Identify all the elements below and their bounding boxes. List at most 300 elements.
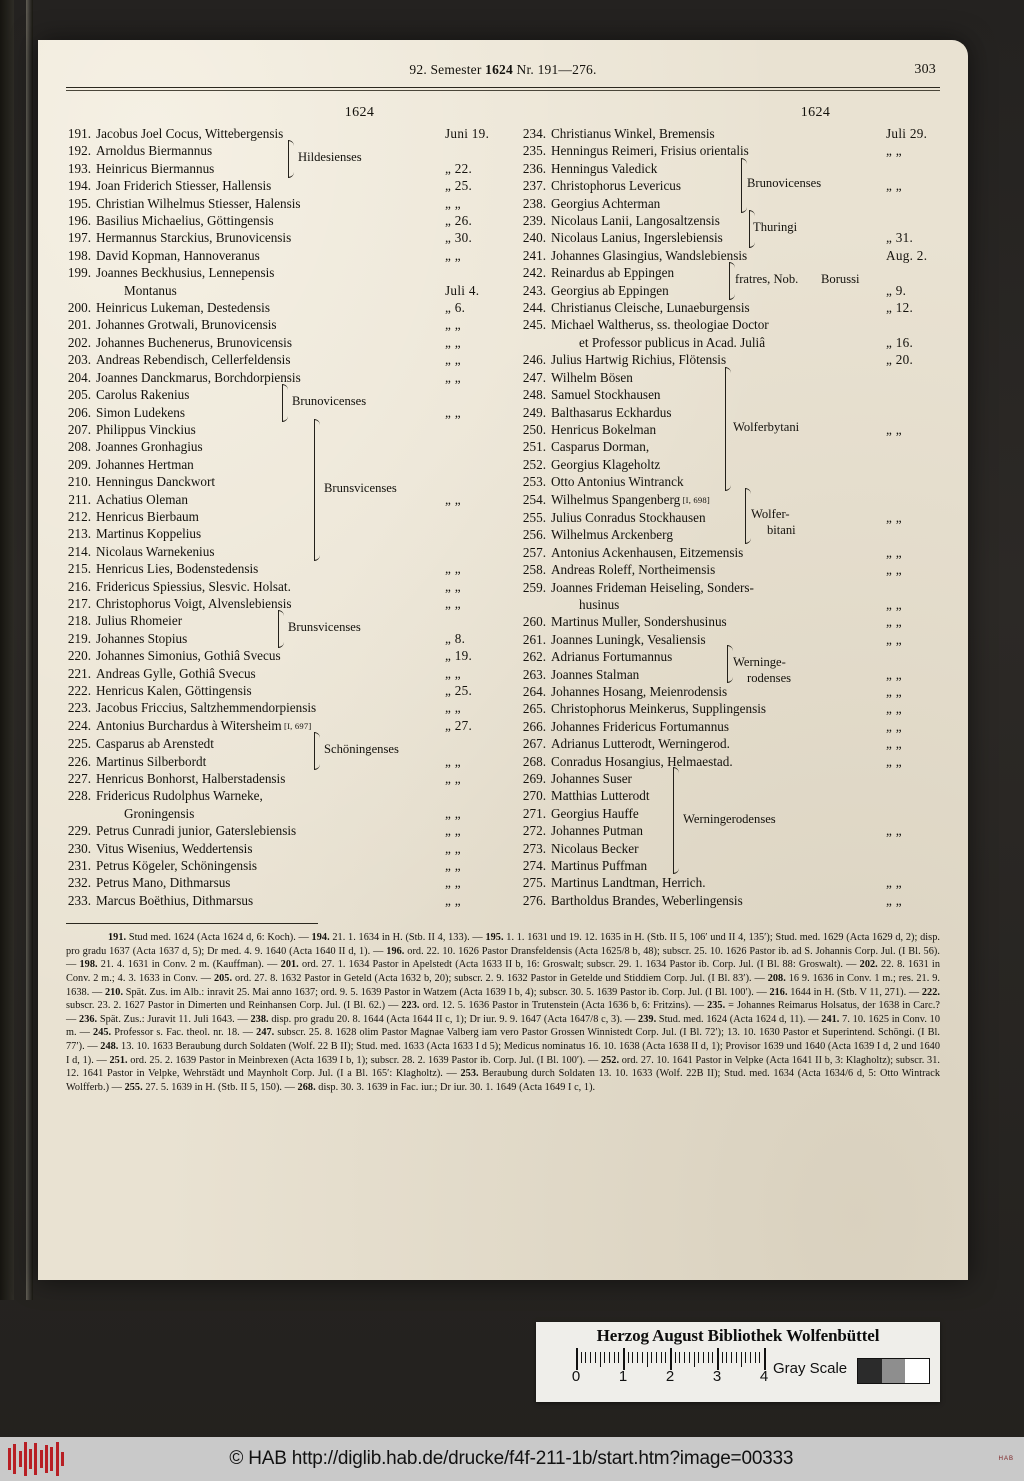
- entry-date: „ „: [445, 840, 461, 856]
- entry-row: [521, 892, 940, 909]
- entry-row: [66, 316, 503, 333]
- entry-name: Georgius Klageholtz: [551, 456, 661, 472]
- entry-name: Petrus Kögeler, Schöningensis: [96, 858, 257, 874]
- page-number: 303: [914, 62, 936, 77]
- entry-name: Casparus Dorman,: [551, 439, 650, 455]
- entry-row: [521, 473, 940, 490]
- entry-name: husinus: [579, 596, 620, 612]
- entry-number: 269.: [522, 771, 546, 787]
- entry-date: „ „: [445, 805, 461, 821]
- entry-row: [521, 613, 940, 630]
- entry-row: [66, 682, 503, 699]
- group-label: fratres, Nob.: [735, 272, 799, 287]
- entry-number: 254.: [522, 491, 546, 507]
- entry-number: 219.: [67, 630, 91, 646]
- entry-number: 247.: [522, 369, 546, 385]
- entry-name: Reinardus ab Eppingen: [551, 265, 675, 281]
- entry-number: 209.: [67, 456, 91, 472]
- entry-name: Simon Ludekens: [96, 404, 186, 420]
- entry-date: „ „: [886, 736, 902, 752]
- entry-row: [66, 456, 503, 473]
- entry-name: Georgius Hauffe: [551, 805, 639, 821]
- entry-name: Joan Friderich Stiesser, Hallensis: [96, 178, 272, 194]
- entry-row: [521, 212, 940, 229]
- entry-number: 202.: [67, 334, 91, 350]
- running-head-text: [409, 62, 596, 78]
- entry-name: Johannes Putman: [551, 823, 643, 839]
- entry-number: 268.: [522, 753, 546, 769]
- entry-number: 214.: [67, 543, 91, 559]
- entry-number: 197.: [67, 230, 91, 246]
- group-label: Wolfer-: [751, 507, 790, 521]
- entry-date: Juli 29.: [886, 126, 928, 141]
- entry-number: 239.: [522, 213, 546, 229]
- entry-name: Henningus Valedick: [551, 160, 658, 176]
- group-brace: [278, 614, 279, 644]
- left-year-heading: 1624: [344, 105, 375, 120]
- entry-date: „ „: [445, 595, 461, 611]
- scanned-page: [38, 40, 968, 1280]
- entry-row: [66, 770, 503, 787]
- entry-name: Joannes Luningk, Vesaliensis: [551, 631, 706, 647]
- entry-name: Martinus Silberbordt: [96, 753, 207, 769]
- entry-number: 230.: [67, 840, 91, 856]
- entry-date: „ 22.: [445, 160, 473, 176]
- entry-name: Fridericus Rudolphus Warneke,: [96, 788, 263, 804]
- entry-date: „ „: [445, 247, 461, 263]
- entry-number: 273.: [522, 840, 546, 856]
- entry-number: 210.: [67, 474, 91, 490]
- entry-date: „ „: [886, 421, 902, 437]
- entry-row: [66, 735, 503, 752]
- entry-name: Wilhelmus Spangenberg [I, 698]: [551, 491, 710, 507]
- entry-date: „ „: [886, 666, 902, 682]
- entry-name: Henricus Bonhorst, Halberstadensis: [96, 771, 286, 787]
- entry-number: 234.: [522, 126, 546, 141]
- entry-number: 264.: [522, 684, 546, 699]
- entry-name: Georgius ab Eppingen: [551, 282, 669, 298]
- entry-row: [66, 508, 503, 525]
- entry-date: „ „: [445, 561, 461, 577]
- group-label: Thuringi: [753, 219, 798, 234]
- entry-number: 229.: [67, 823, 91, 839]
- entry-row: [521, 735, 940, 752]
- copyright-footer: [0, 1437, 1024, 1481]
- entry-row: [521, 840, 940, 857]
- entry-date: „ „: [445, 369, 461, 385]
- group-label: Brunovicenses: [292, 393, 367, 408]
- entry-date: „ „: [445, 823, 461, 839]
- entry-date: „ „: [445, 700, 461, 716]
- entry-name: Johannes Suser: [551, 771, 632, 787]
- entry-number: 207.: [67, 421, 91, 437]
- entry-name: Johannes Hertman: [96, 456, 194, 472]
- entry-row: [521, 787, 940, 804]
- entry-date: „ „: [445, 665, 461, 681]
- entry-row: [66, 195, 503, 212]
- entry-name: Nicolaus Lanii, Langosaltzensis: [551, 213, 720, 229]
- entry-date: „ 6.: [445, 300, 466, 316]
- entry-name: Jacobus Friccius, Saltzhemmendorpiensis: [96, 700, 317, 716]
- entry-row: [521, 526, 940, 543]
- entry-number: 232.: [67, 875, 91, 891]
- entry-name: Johannes Glasingius, Wandslebiensis: [551, 247, 748, 263]
- entry-number: 246.: [522, 352, 546, 368]
- group-label: Werningerodenses: [683, 811, 776, 826]
- entry-number: 213.: [67, 526, 91, 542]
- entry-date: „ 12.: [886, 300, 914, 316]
- entry-name: Johannes Buchenerus, Brunovicensis: [96, 334, 292, 350]
- entry-number: 252.: [522, 456, 546, 472]
- entry-name: Henricus Bokelman: [551, 421, 657, 437]
- entry-number: 251.: [522, 439, 546, 455]
- entry-number: 204.: [67, 369, 91, 385]
- entry-number: 255.: [522, 509, 546, 525]
- entry-number: 244.: [522, 300, 546, 316]
- entry-name: Henricus Bierbaum: [96, 508, 199, 524]
- group-label: Brunovicenses: [747, 176, 822, 191]
- entry-date: „ 25.: [445, 178, 473, 194]
- entry-name: Jacobus Joel Cocus, Wittebergensis: [96, 126, 284, 141]
- entry-row: [66, 892, 503, 909]
- entry-row: [521, 160, 940, 177]
- entry-number: 225.: [67, 736, 91, 752]
- entry-row: [66, 665, 503, 682]
- entry-name: Heinricus Lukeman, Destedensis: [96, 300, 270, 316]
- entry-date: „ „: [445, 491, 461, 507]
- entry-number: 270.: [522, 788, 546, 804]
- entry-date: „ „: [445, 858, 461, 874]
- entry-row: [521, 177, 940, 194]
- group-label: Brunsvicenses: [324, 480, 397, 495]
- entry-number: 217.: [67, 595, 91, 611]
- entry-number: 258.: [522, 562, 546, 578]
- entry-row: [66, 787, 503, 804]
- entry-name: Hermannus Starckius, Brunovicensis: [96, 230, 292, 246]
- entry-row: [66, 840, 503, 857]
- entry-number: 243.: [522, 282, 546, 298]
- entry-name: Joannes Frideman Heiseling, Sonders-: [551, 579, 754, 595]
- entry-name: Julius Conradus Stockhausen: [551, 509, 706, 525]
- entry-columns: [66, 105, 940, 909]
- entry-row: [66, 805, 503, 822]
- entry-date: „ „: [886, 684, 902, 699]
- entry-row: [521, 561, 940, 578]
- entry-name: Johannes Stopius: [96, 630, 188, 646]
- entry-row: [66, 369, 503, 386]
- entry-reference-note: [I, 697]: [281, 720, 312, 731]
- entry-number: 262.: [522, 649, 546, 665]
- entry-name: Petrus Cunradi junior, Gaterslebiensis: [96, 823, 297, 839]
- entry-date: „ „: [886, 509, 902, 525]
- entry-number: 263.: [522, 666, 546, 682]
- gray-scale-patches: [857, 1358, 930, 1384]
- header-rule: [66, 87, 940, 91]
- entry-number: 224.: [67, 717, 91, 733]
- gray-patch-light: [905, 1359, 929, 1383]
- entry-name: David Kopman, Hannoveranus: [96, 247, 260, 263]
- entry-number: 208.: [67, 439, 91, 455]
- ruler-number: 0: [571, 1368, 581, 1385]
- entry-row: [66, 421, 503, 438]
- group-brace: [745, 492, 746, 539]
- ruler-number: 1: [618, 1368, 628, 1385]
- entry-number: 253.: [522, 474, 546, 490]
- entry-date: „ „: [886, 631, 902, 647]
- entry-number: 257.: [522, 544, 546, 560]
- entry-number: 215.: [67, 561, 91, 577]
- entry-row: [521, 700, 940, 717]
- entry-row: [521, 456, 940, 473]
- entry-row: [66, 299, 503, 316]
- entry-name: Nicolaus Lanius, Ingerslebiensis: [551, 230, 723, 246]
- entry-row: [66, 351, 503, 368]
- entry-row: [66, 142, 503, 159]
- entry-row: [521, 596, 940, 613]
- entry-name: Christian Wilhelmus Stiesser, Halensis: [96, 195, 301, 211]
- entry-row: [521, 718, 940, 735]
- library-name: Herzog August Bibliothek Wolfenbüttel: [596, 1326, 880, 1345]
- group-label: Borussi: [821, 272, 860, 287]
- entry-name: Julius Rhomeier: [96, 613, 183, 629]
- entry-name: Julius Hartwig Richius, Flötensis: [551, 352, 727, 368]
- group-brace: [749, 214, 750, 244]
- entry-row: [521, 195, 940, 212]
- group-label: Hildesienses: [298, 150, 362, 165]
- entry-name: Andreas Roleff, Northeimensis: [551, 562, 716, 578]
- entry-row: [66, 229, 503, 246]
- entry-row: [66, 560, 503, 577]
- right-entry-list: [521, 125, 940, 909]
- entry-row: [66, 525, 503, 542]
- entry-row: [521, 386, 940, 403]
- entry-number: 267.: [522, 736, 546, 752]
- entry-name: Adrianus Fortumannus: [551, 649, 673, 665]
- entry-number: 201.: [67, 317, 91, 333]
- entry-row: [66, 753, 503, 770]
- entry-number: 272.: [522, 823, 546, 839]
- entry-name: et Professor publicus in Acad. Juliâ: [579, 334, 766, 350]
- entry-name: Nicolaus Becker: [551, 840, 639, 856]
- entry-number: 203.: [67, 352, 91, 368]
- entry-number: 228.: [67, 788, 91, 804]
- entry-number: 241.: [522, 247, 546, 263]
- entry-name: Marcus Boëthius, Dithmarsus: [96, 892, 254, 908]
- entry-date: „ „: [886, 823, 902, 839]
- entry-date: „ „: [445, 753, 461, 769]
- entry-name: Joannes Stalman: [551, 666, 640, 682]
- entry-date: „ „: [886, 143, 902, 159]
- entry-date: „ „: [886, 875, 902, 891]
- ruler-number: 2: [665, 1368, 675, 1385]
- entry-row: [66, 160, 503, 177]
- entry-date: „ „: [445, 771, 461, 787]
- right-column: [503, 105, 940, 909]
- entry-name: Martinus Koppelius: [96, 526, 202, 542]
- entry-row: [521, 229, 940, 246]
- entry-name: Fridericus Spiessius, Slesvic. Holsat.: [96, 578, 291, 594]
- entry-date: „ 8.: [445, 630, 466, 646]
- entry-name: Adrianus Lutterodt, Werningerod.: [551, 736, 730, 752]
- entry-date: „ 16.: [886, 334, 914, 350]
- entry-name: Henricus Lies, Bodenstedensis: [96, 561, 259, 577]
- entry-date: „ 20.: [886, 352, 914, 368]
- entry-reference-note: [I, 698]: [680, 494, 710, 505]
- entry-number: 259.: [522, 579, 546, 595]
- running-head: [66, 62, 940, 82]
- entry-name: Wilhelm Bösen: [551, 369, 633, 385]
- group-brace: [673, 771, 674, 870]
- footnote-apparatus: 191. Stud med. 1624 (Acta 1624 d, 6: Koch). — 194. 21. 1. 1634 in H. (Stb. II 4, 133). — 195. 1. 1. 1631 und 19. 12. 1635 in H. (Stb. II 5, 106′ und II 4, 135′); Stud. med. 1629 (Acta 1629 d, 2); disp. pro gradu 1637 (Acta 1637 d, 5); Dr med. 4. 9. 1640 (Acta 1640 II d, 1). — 196. ord. 22. 10. 1626 Pastor Dransfeldensis (Acta 1625/8 b, 48); subscr. 25. 10. 1626 Pastor ib. ad S. Johannis Corp. Jul. (I Bl. 56). — 198. 21. 4. 1631 in Conv. 2 m. (Kauffman). — 201. ord. 27. 1. 1634 Pastor in Apelstedt (Acta 1633 II b, 16: Groswalt; subscr. 29. 1. 1634 Pastor ib. Corp. Jul. (I Bl. 88: Groswalt). — 202. 22. 8. 1631 in Conv. 2 m.; 4. 3. 1633 in Conv. — 205. ord. 27. 8. 1632 Pastor in Geteld (Acta 1632 b, 20); subscr. 2. 9. 1632 Pastor in Getelde und Stiddiem Corp. Jul. (I Bl. 83′). — 208. 16 9. 1636 in Conv. 1 m.; res. 21. 9. 1638. — 210. Spät. Zus. im Alb.: inravit 25. Mai anno 1637; ord. 9. 5. 1639 Pastor in Watzem (Acta 1639 I b, 4); subscr. 30. 5. 1639 Pastor ib. Corp. Jul. (I Bl. 100′). — 216. 1644 in H. (Stb. V 11, 271). — 222. subscr. 23. 2. 1627 Pastor in Dimerten und Reinhansen Corp. Jul. (I Bl. 62.) — 223. ord. 12. 5. 1636 Pastor in Trutenstein (Acta 1636 b, 6: Fritzins). — 235. = Johannes Reimarus Holsatus, der 1638 in Carc.? — 236. Spät. Zus.: Juravit 11. Juli 1643. — 238. disp. pro gradu 20. 8. 1644 (Acta 1644 II c, 1); Dr iur. 9. 9. 1647 (Acta 1647/8 c, 3). — 239. Stud. med. 1624 (Acta 1624 d, 11). — 241. 7. 10. 1625 in Conv. 10 m. — 245. Professor s. Fac. theol. nr. 18. — 247. subscr. 25. 8. 1628 olim Pastor Magnae Valberg iam vero Pastor Grossen Winnistedt Corp. Jul. (I Bl. 72′); 13. 10. 1630 Pastor et Superintend. Schöngi. (I Bl. 77′). — 248. 13. 10. 1633 Beraubung durch Soldaten (Wolf. 22 B II); Stud. med. 1633 (Acta 1633 I d 5); Medicus nominatus 16. 10. 1638 (Acta 1638 II d, 1); Provisor 1639 und 1640 (Acta 1639 I d, 2 und 1640 I d, 1). — 251. ord. 25. 2. 1639 Pastor in Meinbrexen (Acta 1639 I b, 1); subscr. 28. 2. 1639 Pastor ib. Corp. Jul. (I Bl. 100′). — 252. ord. 27. 10. 1641 Pastor in Velpke (Acta 1641 II b, 3: Klagholtz); subscr. 31. 12. 1641 Pastor in Velpke, Wehrstädt und Maynholt Corp. Jul. (I a Bl. 165′: Klagholtz). — 253. Beraubung durch Soldaten 13. 10. 1633 (Wolf. 22B II); Stud. med. 1634 (Acta 1634/6 d, 5: Otto Wintrack Wolfferb.) — 255. 27. 5. 1639 in H. (Stb. II 5, 150). — 268. disp. 30. 3. 1639 in Fac. iur.; Dr iur. 30. 1. 1649 (Acta 1649 I c, 1).: [66, 932, 941, 1093]
- entry-name: Antonius Ackenhausen, Eitzemensis: [551, 544, 744, 560]
- copyright-url: © HAB http://diglib.hab.de/drucke/f4f-211-1b/start.htm?image=00333: [229, 1448, 794, 1469]
- entry-name: Martinus Puffman: [551, 858, 648, 874]
- entry-name: Antonius Burchardus à Witersheim [I, 697]: [96, 717, 312, 733]
- entry-row: [521, 404, 940, 421]
- entry-date: „ „: [445, 317, 461, 333]
- entry-number: 250.: [522, 421, 546, 437]
- running-head-year: 1624: [485, 62, 513, 77]
- group-brace: [725, 371, 726, 488]
- entry-row: [66, 612, 503, 629]
- entry-name: Arnoldus Biermannus: [96, 143, 213, 159]
- entry-name: Nicolaus Warnekenius: [96, 543, 215, 559]
- entry-date: Aug. 2.: [886, 247, 928, 263]
- entry-row: [66, 177, 503, 194]
- entry-name: Henricus Kalen, Göttingensis: [96, 683, 252, 698]
- entry-row: [66, 647, 503, 664]
- entry-name: Christianus Cleische, Lunaeburgensis: [551, 300, 750, 316]
- entry-number: 200.: [67, 300, 91, 316]
- left-entry-list: [66, 125, 503, 909]
- entry-date: „ 30.: [445, 230, 473, 246]
- entry-number: 223.: [67, 700, 91, 716]
- entry-row: [66, 247, 503, 264]
- entry-row: [66, 282, 503, 299]
- entry-name: Johannes Fridericus Fortumannus: [551, 718, 730, 734]
- entry-date: „ „: [445, 892, 461, 908]
- running-head-suffix: Nr. 191—276.: [512, 62, 597, 77]
- group-brace: [314, 423, 315, 557]
- entry-row: [521, 316, 940, 333]
- entry-row: [521, 874, 940, 891]
- ruler-number: 3: [712, 1368, 722, 1385]
- entry-name: Matthias Lutterodt: [551, 788, 650, 804]
- entry-row: [521, 509, 940, 526]
- entry-row: [66, 822, 503, 839]
- entry-row: [521, 421, 940, 438]
- entry-number: 193.: [67, 160, 91, 176]
- entry-number: 275.: [522, 875, 546, 891]
- ruler-numbers: [571, 1368, 769, 1386]
- entry-number: 206.: [67, 404, 91, 420]
- entry-date: „ „: [886, 544, 902, 560]
- group-brace: [314, 736, 315, 766]
- entry-date: „ „: [886, 596, 902, 612]
- entry-name: Casparus ab Arenstedt: [96, 736, 214, 752]
- entry-row: [66, 491, 503, 508]
- entry-number: 231.: [67, 858, 91, 874]
- entry-date: „ 26.: [445, 213, 473, 229]
- entry-number: 212.: [67, 508, 91, 524]
- entry-row: [66, 595, 503, 612]
- calibration-card: [536, 1322, 940, 1402]
- group-label: Schöningenses: [324, 741, 399, 756]
- ruler-scale: [571, 1348, 769, 1396]
- entry-number: 211.: [68, 491, 91, 507]
- entry-row: [66, 212, 503, 229]
- ruler-number: 4: [759, 1368, 769, 1385]
- entry-name: Georgius Achterman: [551, 195, 661, 211]
- entry-date: „ 9.: [886, 282, 907, 298]
- entry-name: Andreas Rebendisch, Cellerfeldensis: [96, 352, 291, 368]
- entry-number: 196.: [67, 213, 91, 229]
- entry-name: Christophorus Meinkerus, Supplingensis: [551, 701, 767, 717]
- entry-number: 274.: [522, 858, 546, 874]
- ruler-ticks: [576, 1348, 761, 1368]
- group-brace: [741, 162, 742, 209]
- entry-name: Philippus Vinckius: [96, 421, 196, 437]
- entry-number: 260.: [522, 614, 546, 630]
- entry-date: „ „: [445, 352, 461, 368]
- entry-name: Johannes Hosang, Meienrodensis: [551, 684, 728, 699]
- entry-date: „ „: [886, 614, 902, 630]
- group-label: bitani: [767, 523, 796, 537]
- entry-number: 256.: [522, 527, 546, 543]
- entry-number: 192.: [67, 143, 91, 159]
- entry-date: Juni 19.: [445, 126, 490, 141]
- entry-number: 220.: [67, 648, 91, 664]
- group-brace: [729, 266, 730, 296]
- entry-number: 227.: [67, 771, 91, 787]
- entry-number: 236.: [522, 160, 546, 176]
- entry-number: 235.: [522, 143, 546, 159]
- entry-date: „ 31.: [886, 230, 914, 246]
- entry-number: 191.: [67, 126, 91, 141]
- entry-date: „ „: [445, 578, 461, 594]
- entry-name: Achatius Oleman: [96, 491, 188, 507]
- entry-number: 245.: [522, 317, 546, 333]
- group-label: rodenses: [747, 670, 792, 685]
- entry-row: [66, 334, 503, 351]
- barcode-bar: [13, 1444, 16, 1474]
- gray-patch-mid: [882, 1359, 906, 1383]
- entry-number: 198.: [67, 247, 91, 263]
- entry-name: Johannes Grotwali, Brunovicensis: [96, 317, 277, 333]
- entry-number: 266.: [522, 718, 546, 734]
- entry-row: [66, 264, 503, 281]
- group-label: Wolferbytani: [733, 420, 800, 434]
- entry-number: 226.: [67, 753, 91, 769]
- barcode-bar: [19, 1451, 22, 1467]
- entry-name: Bartholdus Brandes, Weberlingensis: [551, 892, 743, 908]
- entry-row: [521, 683, 940, 700]
- entry-name: Heinricus Biermannus: [96, 160, 215, 176]
- group-label: Werninge-: [733, 654, 786, 669]
- entry-date: „ 19.: [445, 648, 473, 664]
- entry-number: 237.: [522, 178, 546, 194]
- entry-row: [521, 857, 940, 874]
- entry-row: [66, 438, 503, 455]
- entry-row: [66, 578, 503, 595]
- entry-date: „ „: [886, 701, 902, 717]
- entry-row: [521, 491, 940, 509]
- left-column: [66, 105, 503, 909]
- entry-row: [66, 699, 503, 716]
- entry-number: 271.: [522, 805, 546, 821]
- entry-date: „ „: [886, 892, 902, 908]
- entry-row: [66, 125, 503, 142]
